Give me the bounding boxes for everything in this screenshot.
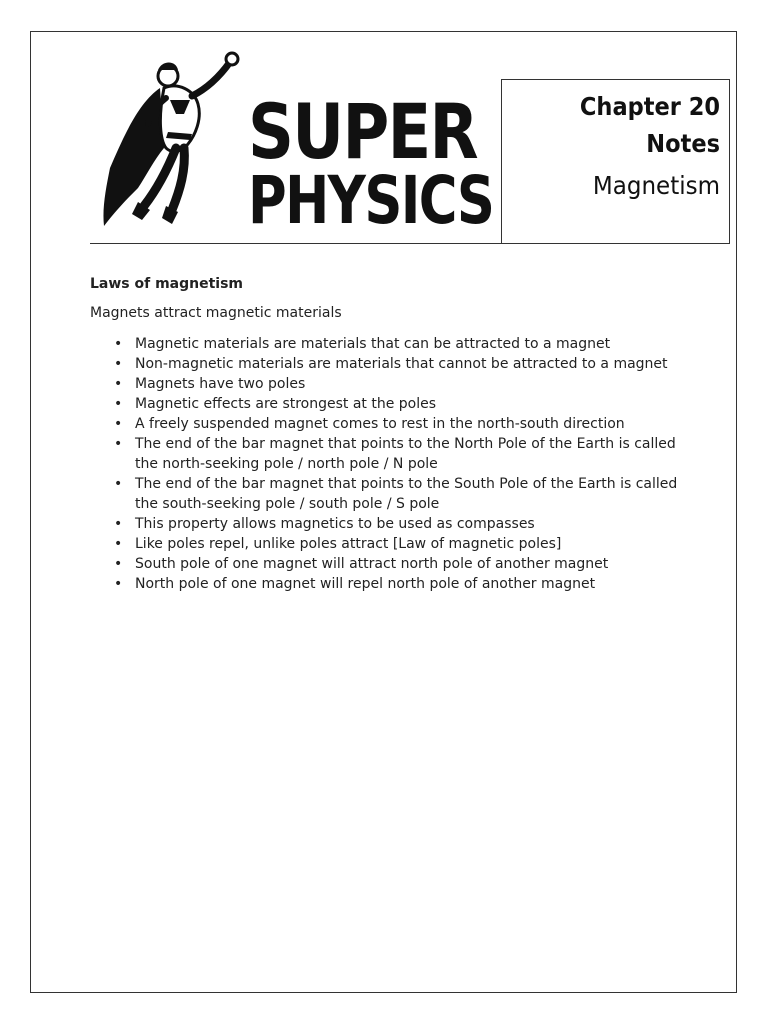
list-item: • Magnetic materials are materials that can be attracted to a magnet <box>135 334 685 354</box>
list-item: • North pole of one magnet will repel north pole of another magnet <box>135 574 685 594</box>
bullet-list <box>90 334 690 594</box>
chapter-label: Notes <box>646 129 720 158</box>
chapter-title-box <box>501 79 730 244</box>
superhero-icon <box>98 48 258 233</box>
list-item: • A freely suspended magnet comes to rest in the north-south direction <box>135 414 685 434</box>
list-item: • This property allows magnetics to be used as compasses <box>135 514 685 534</box>
chapter-number: Chapter 20 <box>579 92 720 121</box>
list-item: • The end of the bar magnet that points to the North Pole of the Earth is called the north-seeking pole / north pole / N pole <box>135 434 685 474</box>
chapter-topic: Magnetism <box>592 171 720 200</box>
section-intro: Magnets attract magnetic materials <box>90 305 342 321</box>
logo-wordmark <box>248 87 494 239</box>
super-physics-logo <box>98 48 494 239</box>
list-item: • Non-magnetic materials are materials that cannot be attracted to a magnet <box>135 354 685 374</box>
list-item: • The end of the bar magnet that points to the South Pole of the Earth is called the south-seeking pole / south pole / S pole <box>135 474 685 514</box>
header-divider <box>90 243 730 244</box>
logo-text-physics: PHYSICS <box>248 162 494 239</box>
list-item: • Magnetic effects are strongest at the poles <box>135 394 685 414</box>
list-item: • Like poles repel, unlike poles attract [Law of magnetic poles] <box>135 534 685 554</box>
notes-content <box>90 276 690 594</box>
logo-text-super: SUPER <box>248 87 477 176</box>
list-item: • South pole of one magnet will attract north pole of another magnet <box>135 554 685 574</box>
list-item: • Magnets have two poles <box>135 374 685 394</box>
section-heading: Laws of magnetism <box>90 276 244 292</box>
